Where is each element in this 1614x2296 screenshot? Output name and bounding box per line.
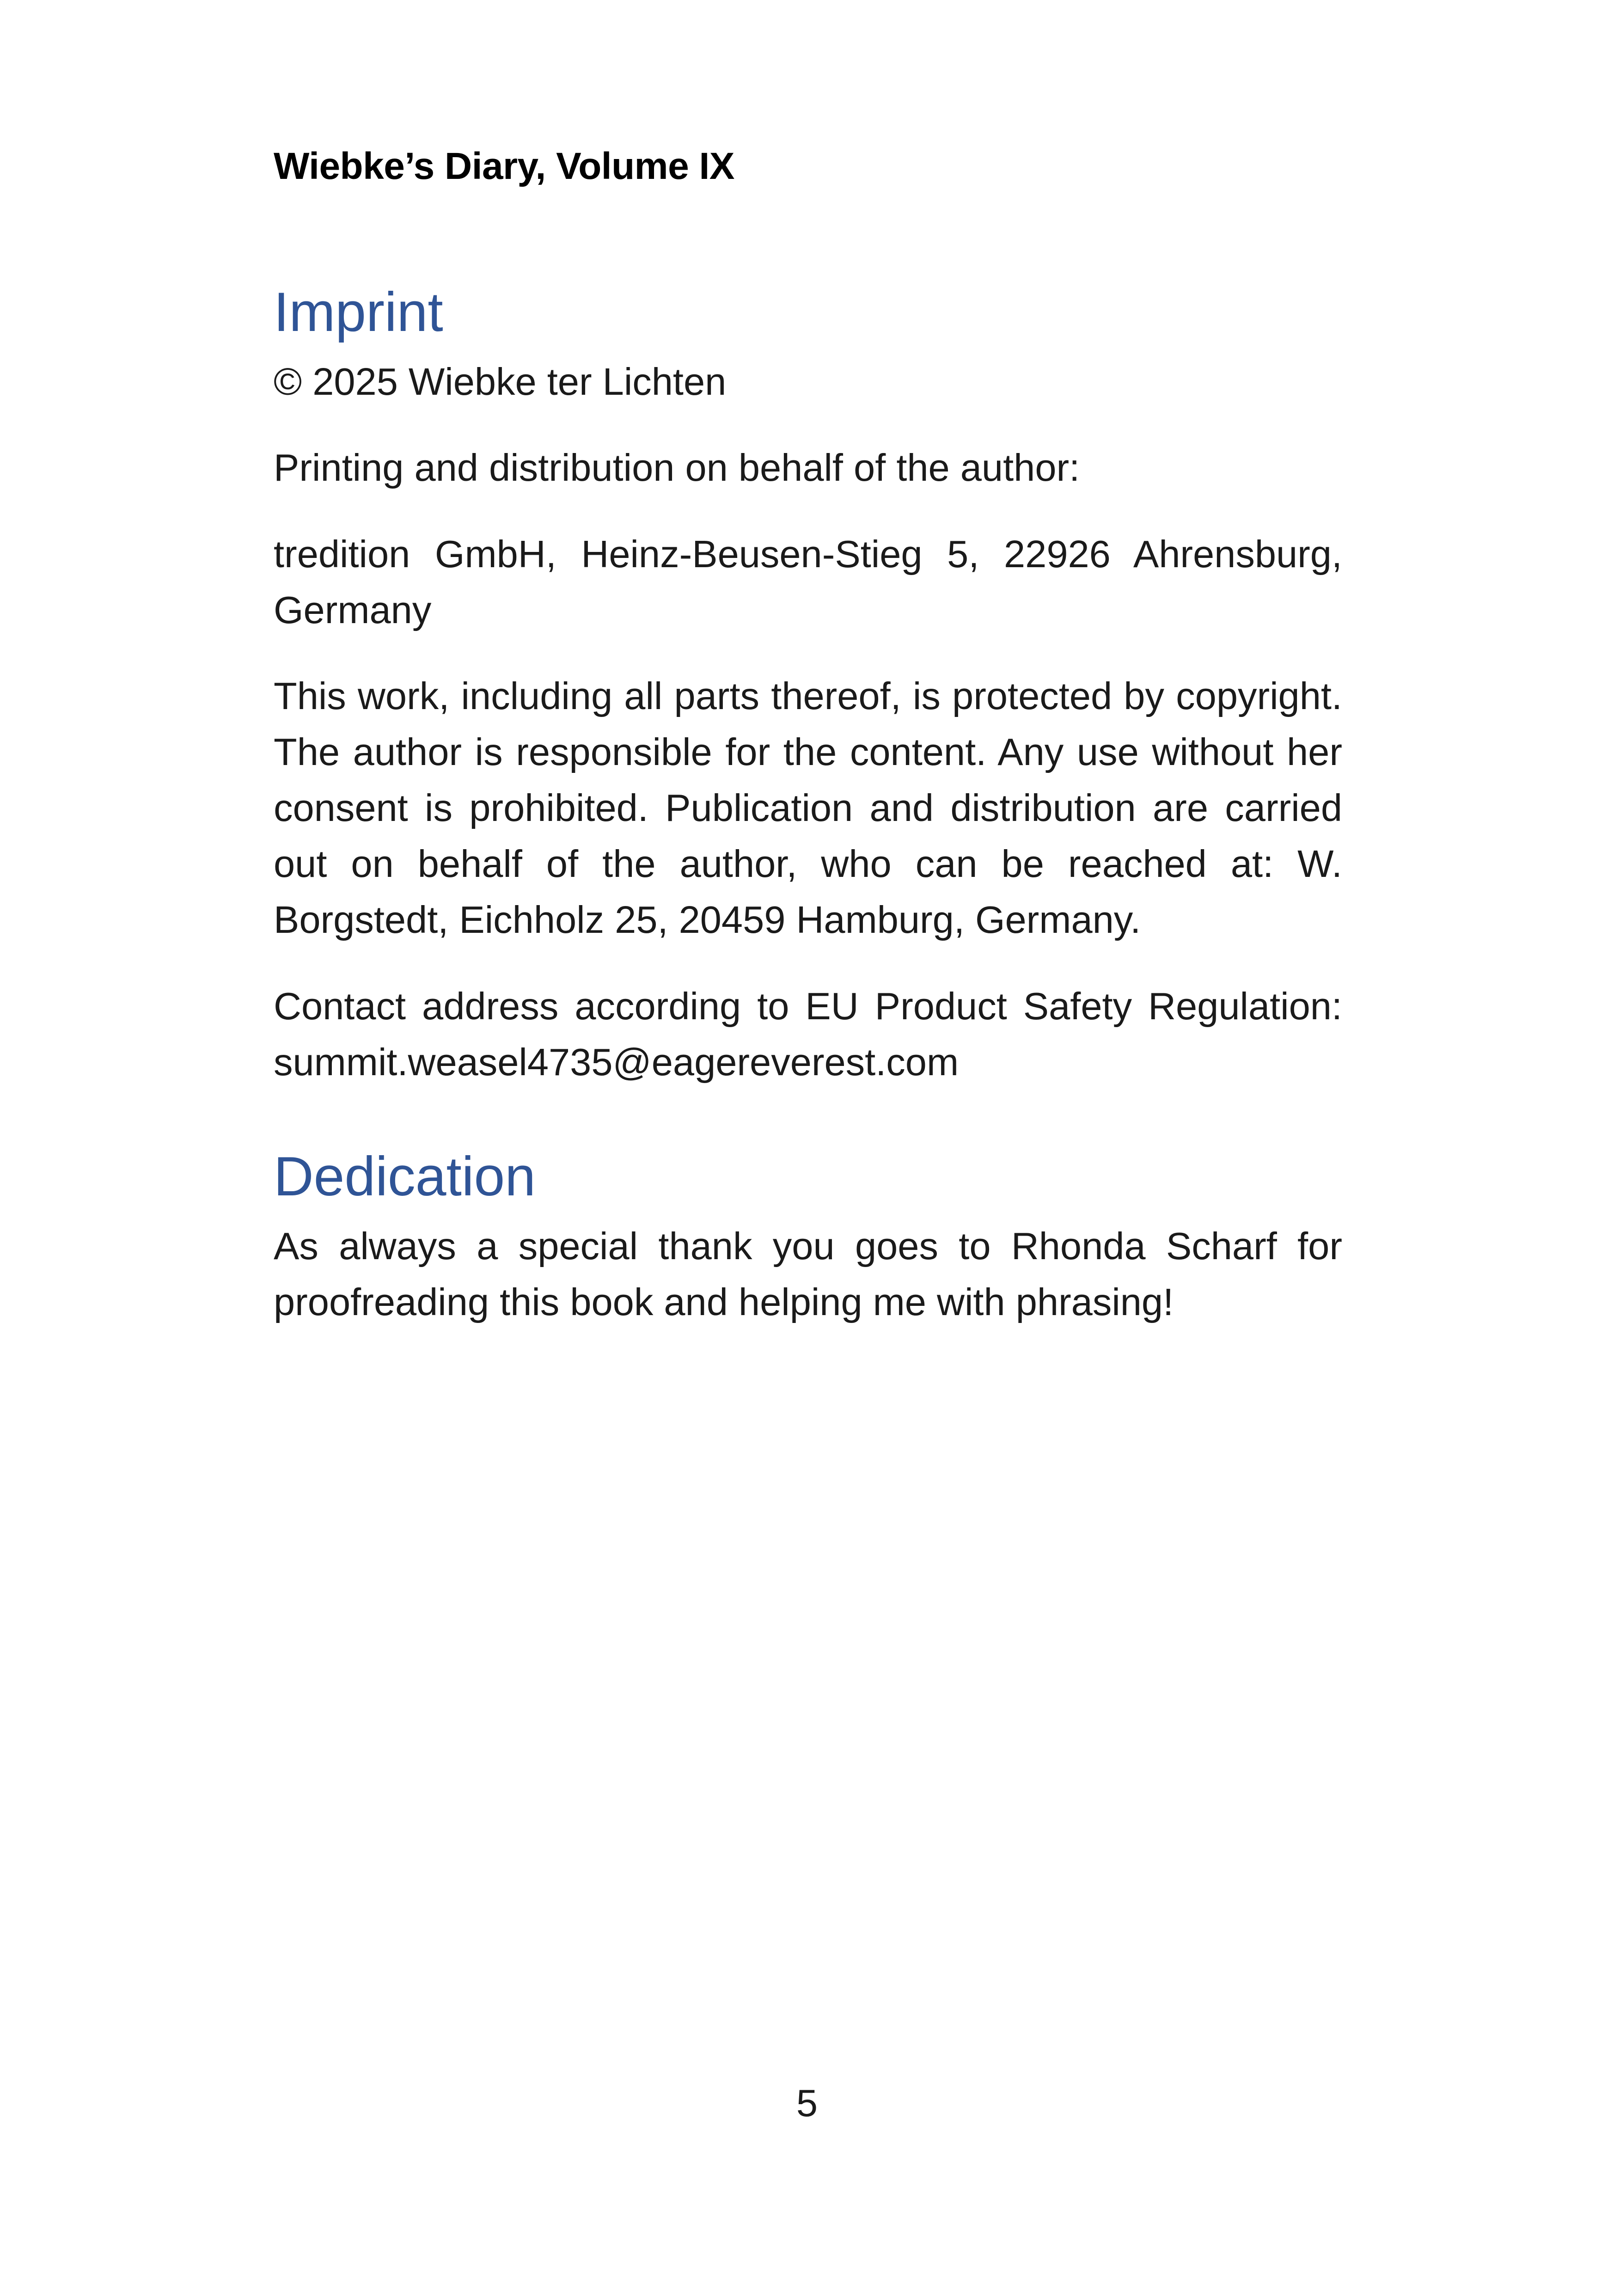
copyright-notice-block xyxy=(274,668,1342,948)
copyright-notice: This work, including all parts thereof, is protected by copyright. The author is responsible for the content. Any use without her consent is prohibited. Publication and distribution are carried out on behalf of the author, who can be reached at: W. Borgstedt, Eichholz 25, 20459 Hamburg, Germany. xyxy=(274,674,1342,941)
imprint-section xyxy=(274,277,1342,347)
publisher-address-block xyxy=(274,526,1342,638)
dedication-text: As always a special thank you goes to Rhonda Scharf for proofreading this book and helping me with phrasing! xyxy=(274,1225,1342,1323)
contact-block xyxy=(274,978,1342,1090)
page-number: 5 xyxy=(796,2082,818,2125)
dedication-section xyxy=(274,1142,1342,1211)
printing-line-block xyxy=(274,440,1342,496)
dedication-heading: Dedication xyxy=(274,1145,536,1207)
publisher-address: tredition GmbH, Heinz-Beusen-Stieg 5, 22926 Ahrensburg, Germany xyxy=(274,533,1342,631)
running-header xyxy=(274,139,1342,194)
book-title: Wiebke’s Diary, Volume IX xyxy=(274,145,734,187)
imprint-heading: Imprint xyxy=(274,281,443,343)
copyright-line: © 2025 Wiebke ter Lichten xyxy=(274,360,727,403)
dedication-text-block xyxy=(274,1218,1342,1330)
printing-line: Printing and distribution on behalf of the author: xyxy=(274,446,1080,489)
copyright-line-block xyxy=(274,354,1342,410)
contact-address: Contact address according to EU Product Safety Regulation: summit.weasel4735@eagereverest.com xyxy=(274,985,1342,1084)
